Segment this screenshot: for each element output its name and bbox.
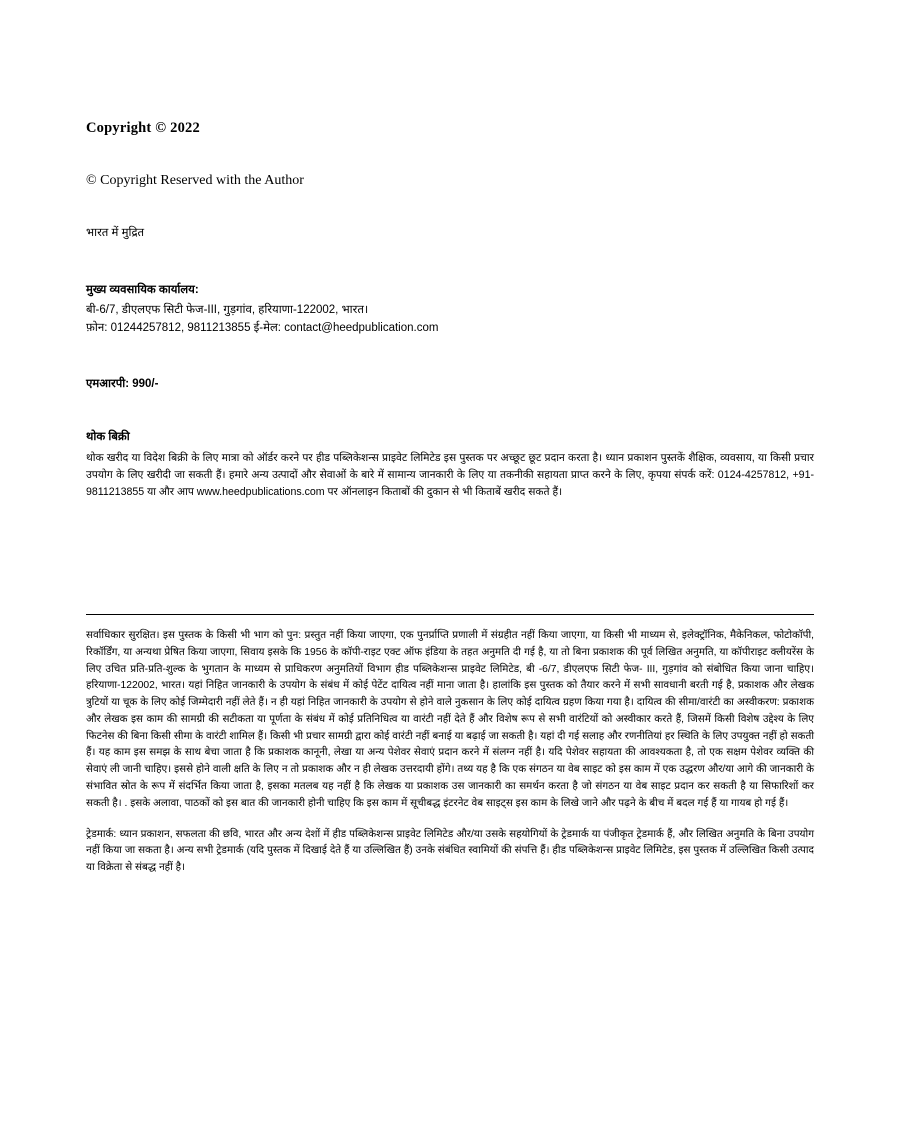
legal-paragraph-trademarks: ट्रेडमार्क: ध्यान प्रकाशन, सफलता की छवि, भारत और अन्य देशों में हीड पब्लिकेशन्स प्राइवेट लिमिटेड और/या उसके सहयोगियों के ट्रेडमार्क या पंजीकृत ट्रेडमार्क हैं, और लिखित अनुमति के बिना उपयोग नहीं किया जा सकता है। अन्य सभी ट्रेडमार्क (यदि पुस्तक में दिखाई देते हैं या उल्लिखित हैं) उनके संबंधित स्वामियों की संपत्ति हैं। हीड पब्लिकेशन्स प्राइवेट लिमिटेड, इस पुस्तक में उल्लिखित किसी उत्पाद या विक्रेता से संबद्ध नहीं है।: [86, 828, 814, 874]
office-heading: मुख्य व्यवसायिक कार्यालय:: [86, 284, 199, 296]
office-block: [86, 282, 814, 338]
office-address-line: बी-6/7, डीएलएफ सिटी फेज-III, गुड़गांव, हरियाणा-122002, भारत।: [86, 304, 369, 316]
printed-in-line: भारत में मुद्रित: [86, 227, 145, 239]
copyright-reserved-line: © Copyright Reserved with the Author: [86, 173, 304, 188]
bulk-sales-block: [86, 429, 814, 501]
bulk-sales-heading: थोक बिक्री: [86, 430, 130, 443]
horizontal-divider: [86, 614, 814, 615]
mrp-line: एमआरपी: 990/-: [86, 377, 159, 390]
copyright-title: Copyright © 2022: [86, 120, 200, 136]
legal-paragraph-rights: सर्वाधिकार सुरक्षित। इस पुस्तक के किसी भी भाग को पुन: प्रस्तुत नहीं किया जाएगा, एक पुनर्प्राप्ति प्रणाली में संग्रहीत नहीं किया जाएगा, या किसी भी माध्यम से, इलेक्ट्रॉनिक, मैकेनिकल, फोटोकॉपी, रिकॉर्डिंग, या अन्यथा प्रेषित किया जाएगा, सिवाय इसके कि 1956 के कॉपी-राइट एक्ट ऑफ इंडिया के तहत अनुमति दी गई है, या तो बिना प्रकाशक की पूर्व लिखित अनुमति, या कॉपीराइट क्लीयरेंस के लिए उचित प्रति-प्रति-शुल्क के भुगतान के माध्यम से प्राधिकरण अनुमतियों विभाग हीड पब्लिकेशन्स प्राइवेट लिमिटेड, बी -6/7, डीएलएफ सिटी फेज- III, गुड़गांव को संबोधित किया जाना चाहिए। हरियाणा-122002, भारत। यहां निहित जानकारी के उपयोग के संबंध में कोई पेटेंट दायित्व नहीं माना जाता है। हालांकि इस पुस्तक को तैयार करने में सभी सावधानी बरती गई है, प्रकाशक और लेखक त्रुटियों या चूक के लिए कोई जिम्मेदारी नहीं लेते हैं। न ही यहां निहित जानकारी के उपयोग से होने वाले नुकसान के लिए कोई दायित्व ग्रहण किया गया है। दायित्व की सीमा/वारंटी का अस्वीकरण: प्रकाशक और लेखक इस काम की सामग्री की सटीकता या पूर्णता के संबंध में कोई प्रतिनिधित्व या वारंटी नहीं देते हैं और विशेष रूप से सभी वारंटियों को अस्वीकार करते हैं, जिसमें किसी विशेष उद्देश्य के लिए फिटनेस की बिना किसी सीमा के वारंटी शामिल हैं। किसी भी प्रचार सामग्री द्वारा कोई वारंटी नहीं बनाई या बढ़ाई जा सकती है। यहां दी गई सलाह और रणनीतियां हर स्थिति के लिए उपयुक्त नहीं हो सकती हैं। यह काम इस समझ के साथ बेचा जाता है कि प्रकाशक कानूनी, लेखा या अन्य पेशेवर सेवाएं प्रदान करने में संलग्न नहीं है। यदि पेशेवर सहायता की आवश्यकता है, तो एक सक्षम पेशेवर व्यक्ति की सेवाएं ली जानी चाहिए। इससे होने वाली क्षति के लिए न तो प्रकाशक और न ही लेखक उत्तरदायी होंगे। तथ्य यह है कि एक संगठन या वेब साइट को इस काम में एक उद्धरण और/या आगे की जानकारी के संभावित स्रोत के रूप में संदर्भित किया जाता है, इसका मतलब यह नहीं है कि लेखक या प्रकाशक उस जानकारी का समर्थन करता है जो संगठन या वेब साइट प्रदान कर सकती है या सिफारिशों कर सकती है। . इसके अलावा, पाठकों को इस बात की जानकारी होनी चाहिए कि इस काम में सूचीबद्ध इंटरनेट वेब साइट्स इस काम के लिखे जाने और पढ़ने के बीच में बदल गई हैं या गायब हो गई हैं।: [86, 630, 814, 809]
legal-notice-block: [86, 628, 814, 877]
bulk-sales-body: थोक खरीद या विदेश बिक्री के लिए मात्रा को ऑर्डर करने पर हीड पब्लिकेशन्स प्राइवेट लिमिटेड इस पुस्तक पर अच्छूट छूट प्रदान करता है। ध्यान प्रकाशन पुस्तकें शैक्षिक, व्यवसाय, या किसी प्रचार उपयोग के लिए खरीदी जा सकती हैं। हमारे अन्य उत्पादों और सेवाओं के बारे में सामान्य जानकारी के लिए या तकनीकी सहायता प्राप्त करने के लिए, कृपया संपर्क करें: 0124-4257812, +91-9811213855 या और आप www.heedpublications.com पर ऑनलाइन किताबों की दुकान से भी किताबें खरीद सकते हैं।: [86, 451, 814, 498]
page-content: [86, 120, 814, 511]
office-contact-line: फ़ोन: 01244257812, 9811213855 ई-मेल: contact@heedpublication.com: [86, 321, 439, 334]
